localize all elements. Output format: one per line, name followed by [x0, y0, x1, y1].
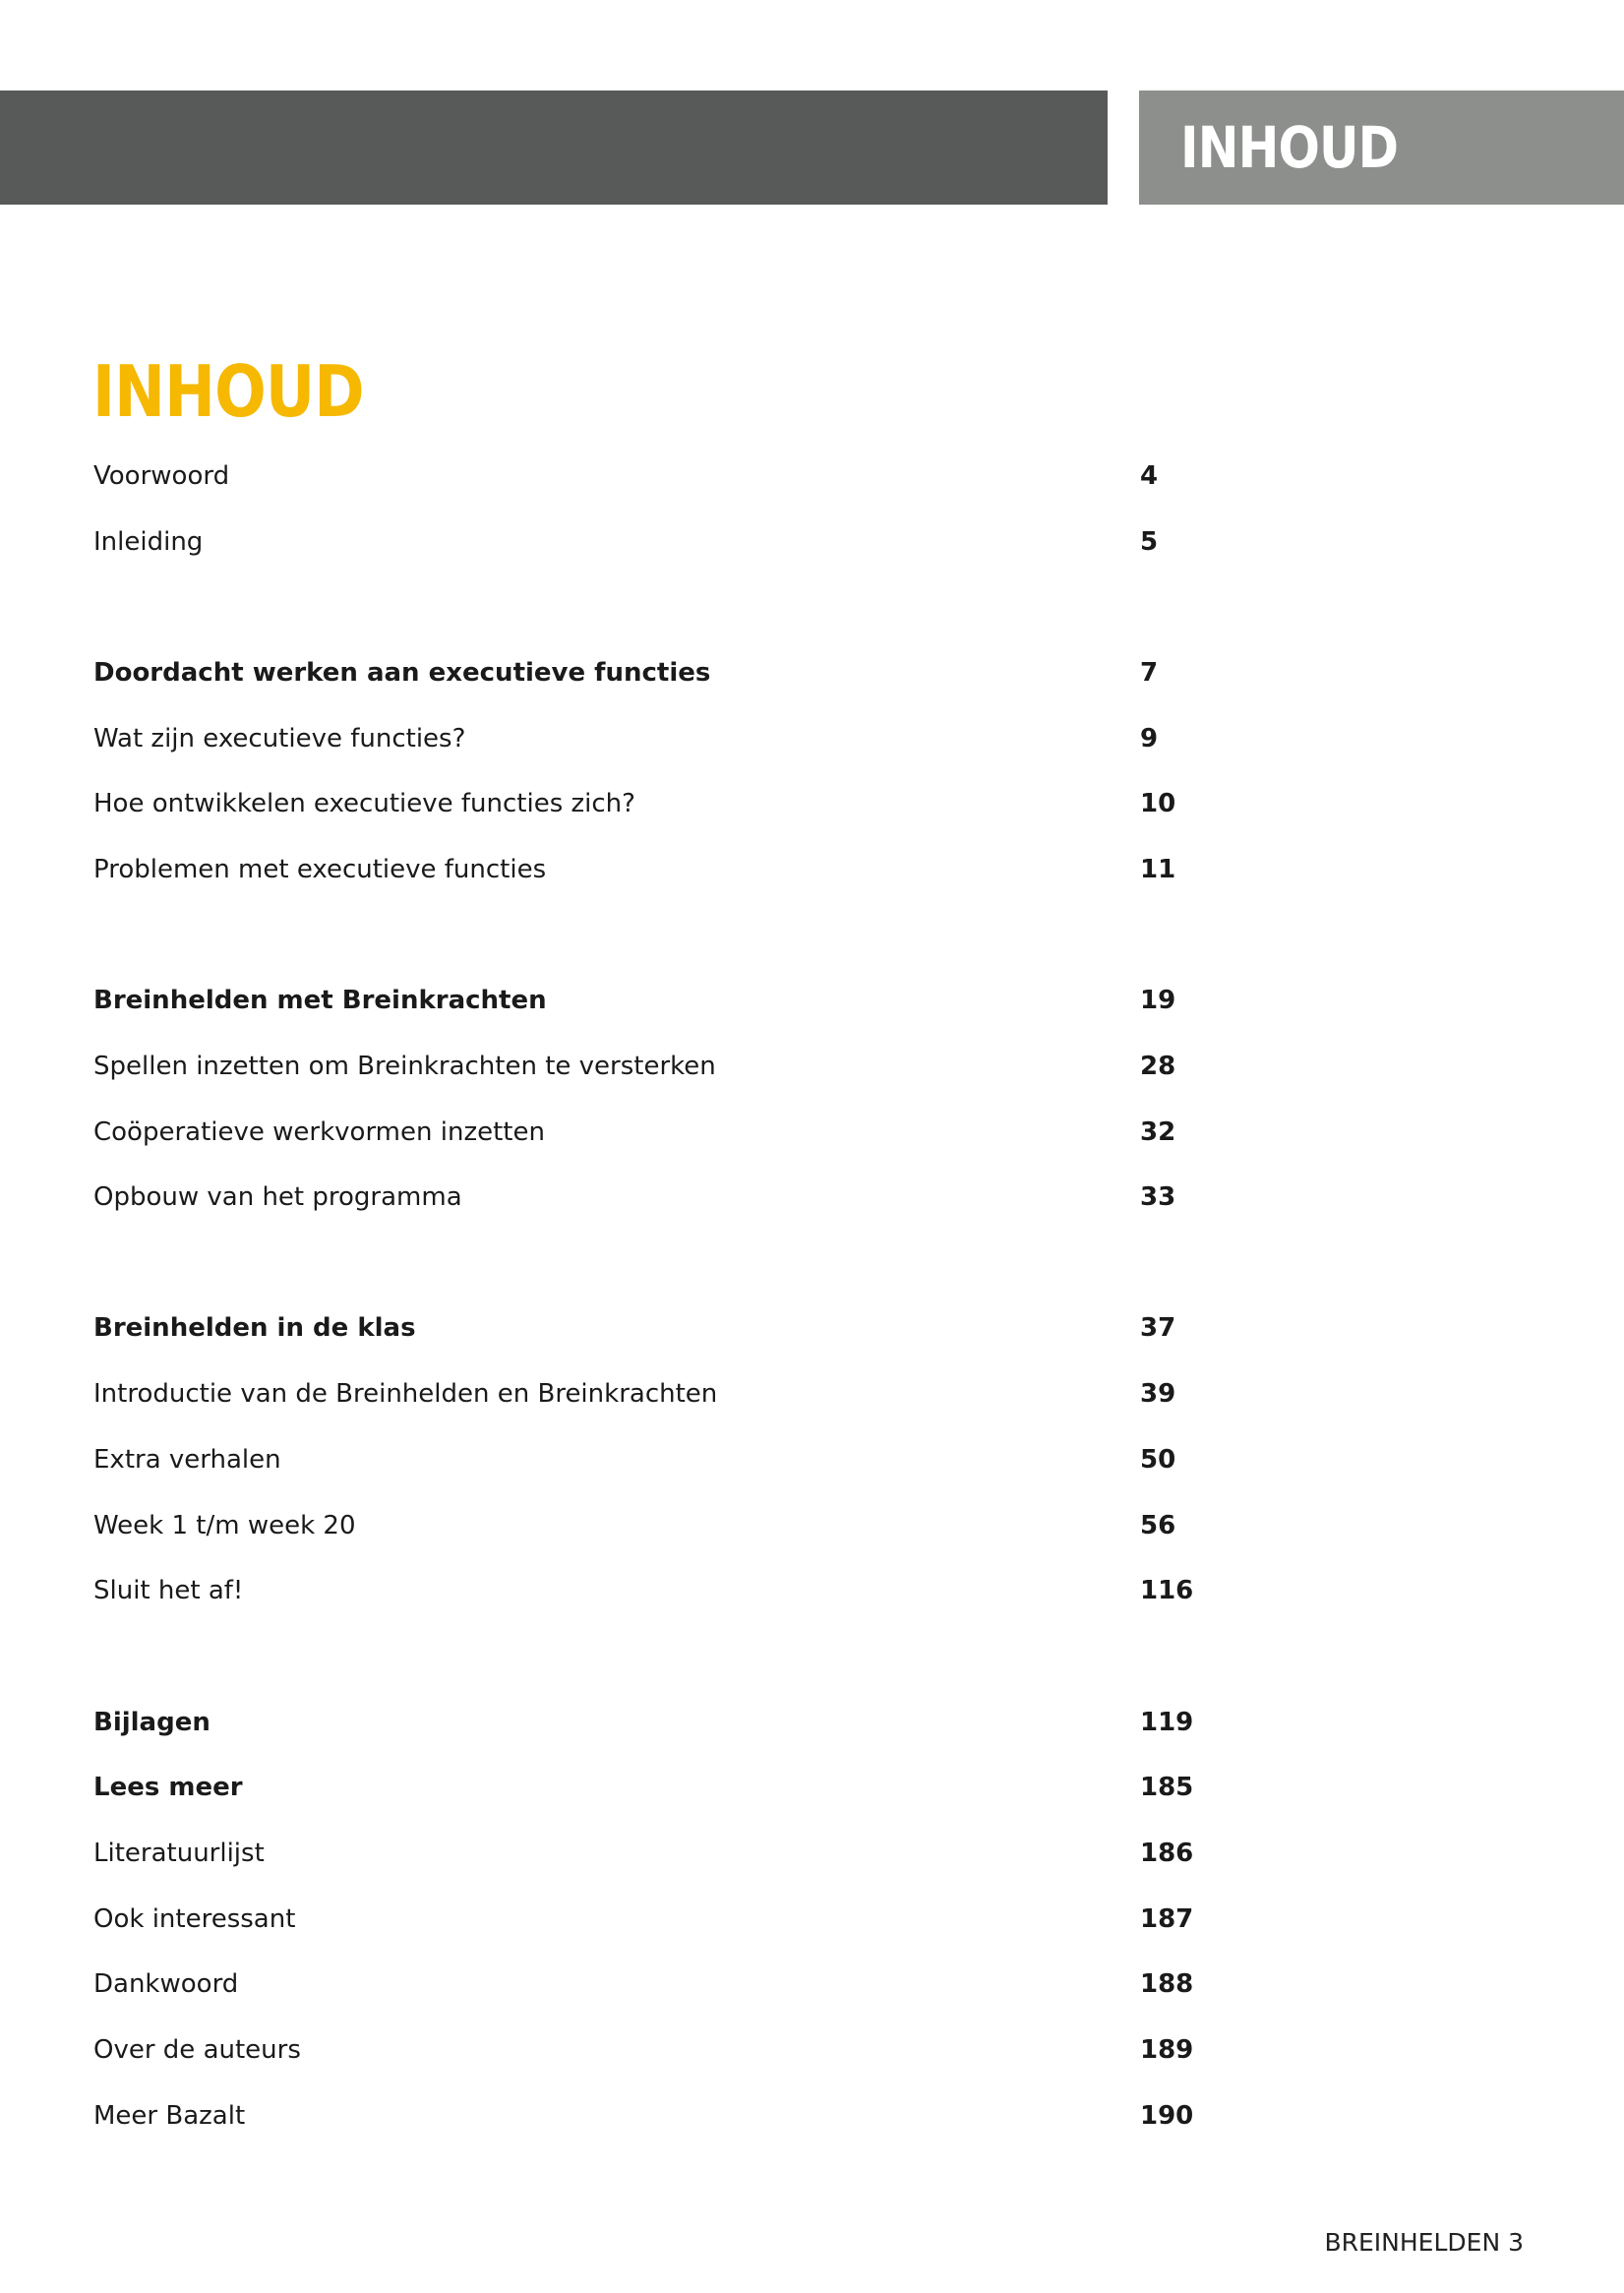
- toc-entry-label: Opbouw van het programma: [93, 1182, 462, 1212]
- toc-entry-page: 5: [1140, 527, 1159, 557]
- toc-entry-page: 187: [1140, 1904, 1194, 1934]
- toc-entry-page: 28: [1140, 1052, 1176, 1081]
- toc-entry-page: 56: [1140, 1511, 1176, 1540]
- toc-entry-label: Inleiding: [93, 527, 204, 557]
- toc-entry-page: 185: [1140, 1773, 1194, 1802]
- toc-entry[interactable]: [93, 1374, 1225, 1414]
- toc-entry[interactable]: [93, 1900, 1225, 1939]
- toc-entry-page: 189: [1140, 2035, 1194, 2065]
- toc-entry[interactable]: [93, 1177, 1225, 1217]
- toc-entry-page: 7: [1140, 658, 1159, 688]
- toc-entry[interactable]: [93, 1113, 1225, 1152]
- toc-entry-label: Wat zijn executieve functies?: [93, 724, 466, 754]
- toc-entry-label: Introductie van de Breinhelden en Breinkrachten: [93, 1379, 718, 1409]
- toc-entry-label: Meer Bazalt: [93, 2101, 246, 2131]
- toc-section-heading[interactable]: [93, 1703, 1225, 1742]
- page-footer: BREINHELDEN 3: [1324, 2228, 1524, 2257]
- page-title: INHOUD: [92, 350, 364, 433]
- toc-entry-label: Bijlagen: [93, 1708, 211, 1737]
- toc-section-heading[interactable]: [93, 653, 1225, 693]
- toc-entry[interactable]: [93, 1964, 1225, 2004]
- toc-entry-label: Dankwoord: [93, 1969, 239, 1999]
- toc-entry[interactable]: [93, 1047, 1225, 1086]
- toc-entry-label: Sluit het af!: [93, 1576, 244, 1605]
- toc-entry-page: 11: [1140, 855, 1176, 884]
- toc-entry-label: Over de auteurs: [93, 2035, 301, 2065]
- toc-entry-label: Doordacht werken aan executieve functies: [93, 658, 711, 688]
- toc-entry-label: Hoe ontwikkelen executieve functies zich?: [93, 789, 635, 818]
- toc-entry[interactable]: [93, 1506, 1225, 1545]
- toc-entry-page: 119: [1140, 1708, 1194, 1737]
- toc-entry-label: Spellen inzetten om Breinkrachten te versterken: [93, 1052, 716, 1081]
- toc-entry-page: 186: [1140, 1839, 1194, 1868]
- toc-entry[interactable]: [93, 784, 1225, 823]
- toc-entry[interactable]: [93, 2096, 1225, 2136]
- toc-entry[interactable]: [93, 719, 1225, 758]
- toc-entry-page: 50: [1140, 1445, 1176, 1475]
- toc-entry[interactable]: [93, 2030, 1225, 2070]
- toc-entry-page: 190: [1140, 2101, 1194, 2131]
- toc-entry-label: Voorwoord: [93, 461, 230, 491]
- toc-section-heading[interactable]: [93, 981, 1225, 1020]
- toc-entry[interactable]: [93, 522, 1225, 562]
- toc-entry-page: 33: [1140, 1182, 1176, 1212]
- toc-entry-page: 4: [1140, 461, 1159, 491]
- toc-entry-label: Breinhelden in de klas: [93, 1313, 416, 1343]
- toc-entry-page: 116: [1140, 1576, 1194, 1605]
- toc-entry-page: 10: [1140, 789, 1176, 818]
- toc-entry-page: 19: [1140, 986, 1176, 1015]
- toc-entry[interactable]: [93, 1834, 1225, 1873]
- toc-entry[interactable]: [93, 1571, 1225, 1610]
- toc-entry-label: Problemen met executieve functies: [93, 855, 547, 884]
- toc-entry-label: Lees meer: [93, 1773, 243, 1802]
- toc-entry-page: 39: [1140, 1379, 1176, 1409]
- toc-entry-label: Breinhelden met Breinkrachten: [93, 986, 547, 1015]
- toc-entry[interactable]: [93, 850, 1225, 889]
- toc-entry-page: 9: [1140, 724, 1159, 754]
- toc-entry[interactable]: [93, 456, 1225, 496]
- toc-entry-page: 32: [1140, 1117, 1176, 1147]
- toc-entry-page: 37: [1140, 1313, 1176, 1343]
- toc-entry-label: Ook interessant: [93, 1904, 296, 1934]
- header-tab-title: INHOUD: [1180, 114, 1399, 181]
- toc-section-heading[interactable]: [93, 1308, 1225, 1348]
- toc-section-heading[interactable]: [93, 1768, 1225, 1807]
- toc-entry-label: Extra verhalen: [93, 1445, 281, 1475]
- toc-entry[interactable]: [93, 1440, 1225, 1479]
- toc-entry-page: 188: [1140, 1969, 1194, 1999]
- toc-entry-label: Coöperatieve werkvormen inzetten: [93, 1117, 545, 1147]
- toc-entry-label: Week 1 t/m week 20: [93, 1511, 356, 1540]
- toc-entry-label: Literatuurlijst: [93, 1839, 265, 1868]
